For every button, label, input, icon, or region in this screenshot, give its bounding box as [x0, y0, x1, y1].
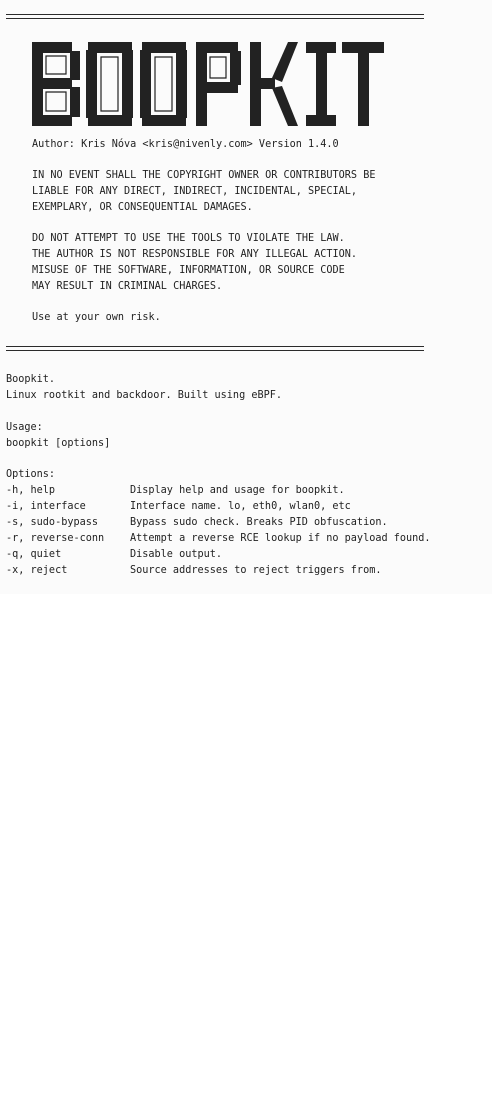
disclaimer-line-1: IN NO EVENT SHALL THE COPYRIGHT OWNER OR CONTRIBUTORS BE — [32, 170, 376, 181]
option-flag: -r, reverse-conn — [6, 533, 105, 544]
disclaimer-line-3: EXEMPLARY, OR CONSEQUENTIAL DAMAGES. — [32, 202, 253, 213]
option-description: Bypass sudo check. Breaks PID obfuscation. — [130, 517, 388, 528]
option-description: Disable output. — [130, 549, 223, 560]
option-flag: -x, reject — [6, 565, 68, 576]
option-description: Display help and usage for boopkit. — [130, 485, 345, 496]
program-description: Linux rootkit and backdoor. Built using eBPF. — [6, 390, 283, 401]
logo-letter-o-2 — [140, 42, 187, 126]
boopkit-ascii-logo — [32, 42, 384, 128]
warning-line-1: DO NOT ATTEMPT TO USE THE TOOLS TO VIOLATE THE LAW. — [32, 233, 345, 244]
risk-line: Use at your own risk. — [32, 312, 161, 323]
usage-command: boopkit [options] — [6, 438, 111, 449]
option-flag: -i, interface — [6, 501, 86, 512]
disclaimer-line-2: LIABLE FOR ANY DIRECT, INDIRECT, INCIDENTAL, SPECIAL, — [32, 186, 358, 197]
warning-line-4: MAY RESULT IN CRIMINAL CHARGES. — [32, 281, 223, 292]
warning-line-3: MISUSE OF THE SOFTWARE, INFORMATION, OR SOURCE CODE — [32, 265, 345, 276]
author-version-line: Author: Kris Nóva <kris@nivenly.com> Version 1.4.0 — [32, 139, 339, 150]
logo-letter-i — [306, 42, 336, 126]
option-description: Attempt a reverse RCE lookup if no payload found. — [130, 533, 431, 544]
warning-line-2: THE AUTHOR IS NOT RESPONSIBLE FOR ANY ILLEGAL ACTION. — [32, 249, 358, 260]
logo-letter-b — [32, 42, 80, 126]
option-description: Source addresses to reject triggers from. — [130, 565, 382, 576]
option-flag: -q, quiet — [6, 549, 62, 560]
bottom-divider — [6, 346, 424, 351]
logo-letter-p — [196, 42, 241, 126]
options-list — [0, 474, 492, 1074]
top-divider — [6, 14, 424, 19]
logo-letter-t — [342, 42, 384, 126]
usage-heading: Usage: — [6, 422, 43, 433]
option-flag: -h, help — [6, 485, 56, 496]
logo-letter-k — [250, 42, 298, 126]
option-flag: -s, sudo-bypass — [6, 517, 99, 528]
options-heading: Options: — [6, 469, 56, 480]
option-description: Interface name. lo, eth0, wlan0, etc — [130, 501, 351, 512]
program-name: Boopkit. — [6, 374, 56, 385]
logo-letter-o-1 — [86, 42, 133, 126]
option-row-reject — [0, 565, 492, 1042]
